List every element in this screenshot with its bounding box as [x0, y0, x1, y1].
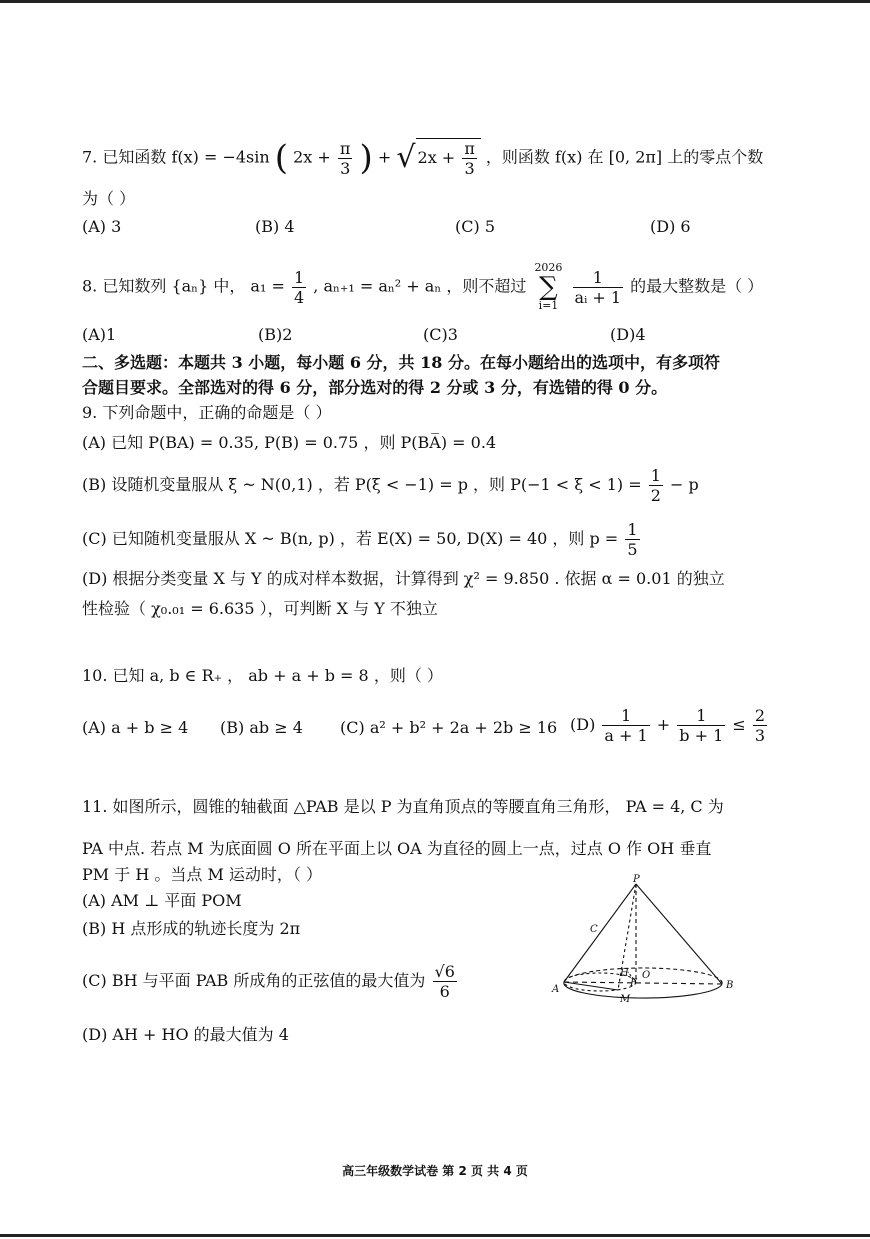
q11-c-frac: [433, 962, 457, 1001]
q11-line2: PA 中点. 若点 M 为底面圆 O 所在平面上以 OA 为直径的圆上一点，过点 O 作 OH 垂直: [82, 839, 712, 858]
q8-a1-num: 1: [293, 267, 305, 287]
q10-option-b: (B) ab ≥ 4: [220, 718, 303, 737]
q10-stem: 10. 已知 a, b ∈ R₊ ， ab + a + b = 8 ，则（ ）: [82, 666, 443, 685]
q9-option-b: [82, 466, 699, 505]
cone-diameter-ab: [564, 982, 722, 984]
label-b: B: [726, 980, 734, 991]
section2-instructions-line1: 二、多选题：本题共 3 小题，每小题 6 分，共 18 分。在每小题给出的选项中，有多项符: [82, 353, 720, 372]
q7-suffix: ，则函数 f(x) 在 [0, 2π] 上的零点个数: [485, 147, 764, 167]
q7-prefix: 7. 已知函数 f(x) = −4sin: [82, 147, 270, 167]
q9-option-d-line2: 性检验（ χ₀.₀₁ = 6.635 ），可判断 X 与 Y 不独立: [82, 599, 438, 618]
q9-c-den: 5: [627, 540, 638, 559]
q10-d-frac1-den: a + 1: [604, 726, 648, 745]
q8-option-b: (B)2: [258, 325, 293, 344]
q7-sqrt-sign: √: [396, 140, 416, 175]
q7-frac1-num: π: [339, 138, 351, 158]
label-h: H: [620, 968, 629, 979]
scan-bottom-edge: [0, 1234, 870, 1237]
q7-paren-open: (: [274, 138, 289, 178]
label-p: P: [633, 874, 640, 885]
q11-option-a: (A) AM ⊥ 平面 POM: [82, 891, 242, 910]
q11-c-prefix: (C) BH 与平面 PAB 所成角的正弦值的最大值为: [82, 971, 426, 990]
q10-d-label: (D): [570, 715, 596, 734]
q7-option-d: (D) 6: [650, 217, 691, 236]
q9-c-frac: [625, 520, 639, 559]
q11-c-den: 6: [439, 982, 450, 1001]
q7-radicand: [416, 138, 481, 178]
q7-line1: [82, 138, 763, 178]
q8-sum-upper: 2026: [534, 261, 563, 274]
q8-prefix: 8. 已知数列 {aₙ} 中， a₁ =: [82, 276, 285, 296]
q10-d-frac1: [602, 706, 649, 745]
q10-d-le: ≤: [732, 715, 746, 734]
q8-a1-den: 4: [293, 287, 305, 307]
q8-option-c: (C)3: [423, 325, 458, 344]
q7-plus: +: [377, 147, 392, 167]
q10-option-d: [570, 706, 769, 745]
q8-sum-sign: ∑: [539, 272, 558, 302]
q8-line: [82, 262, 763, 312]
q9-b-prefix: (B) 设随机变量服从 ξ ~ N(0,1) ，若 P(ξ < −1) = p ，则 P(−1 < ξ < 1) =: [82, 475, 642, 494]
q7-frac2-den: 3: [464, 159, 475, 178]
q7-paren-close: ): [359, 138, 373, 178]
q9-b-suffix: − p: [669, 475, 699, 494]
label-o: O: [642, 970, 651, 981]
q8-sum-num: 1: [573, 268, 624, 288]
cone-edge-pb: [636, 884, 722, 984]
q11-line3: PM 于 H 。当点 M 运动时，（ ）: [82, 865, 323, 884]
q9-b-num: 1: [650, 466, 661, 485]
q10-d-frac2-den: b + 1: [679, 726, 724, 745]
q7-arg: 2x +: [293, 147, 331, 167]
q11-line1: 11. 如图所示，圆锥的轴截面 △PAB 是以 P 为直角顶点的等腰直角三角形， PA = 4, C 为: [82, 797, 724, 816]
label-a: A: [552, 984, 560, 995]
q8-a1-frac: [292, 268, 306, 307]
q8-suffix: 的最大整数是（ ）: [630, 276, 764, 296]
section2-instructions-line2: 合题目要求。全部选对的得 6 分，部分选对的得 2 分或 3 分，有选错的得 0 分。: [82, 378, 668, 397]
q9-c-prefix: (C) 已知随机变量服从 X ~ B(n, p) ，若 E(X) = 50, D(X) = 40 ，则 p =: [82, 529, 619, 548]
q9-option-a: (A) 已知 P(BA) = 0.35, P(B) = 0.75 ，则 P(BA̅) = 0.4: [82, 433, 497, 452]
label-c: C: [590, 924, 598, 935]
segment-am: [564, 982, 618, 990]
q8-sum-frac: [573, 268, 624, 307]
q10-option-a: (A) a + b ≥ 4: [82, 718, 189, 737]
q10-d-frac1-num: 1: [602, 706, 649, 726]
q8-sum: [534, 262, 562, 312]
label-m: M: [620, 994, 631, 1005]
q7-frac2-num: π: [464, 139, 475, 158]
q10-option-c: (C) a² + b² + 2a + 2b ≥ 16: [340, 718, 558, 737]
q10-d-frac2: [677, 706, 725, 745]
q11-option-b: (B) H 点形成的轨迹长度为 2π: [82, 919, 301, 938]
q9-b-frac: [649, 466, 663, 505]
q7-frac1: [338, 139, 353, 178]
q7-option-b: (B) 4: [255, 217, 295, 236]
q10-d-frac2-num: 1: [677, 706, 725, 726]
q8-recurrence: , aₙ₊₁ = aₙ² + aₙ ，则不超过: [313, 276, 527, 296]
q7-root-arg: 2x +: [417, 148, 456, 167]
q11-option-c: [82, 962, 459, 1001]
q8-option-a: (A)1: [82, 325, 117, 344]
q9-option-c: [82, 520, 642, 559]
q7-line2: 为（ ）: [82, 189, 136, 208]
q8-sum-den: aᵢ + 1: [574, 287, 622, 307]
cone-base-front-arc: [564, 982, 722, 998]
q7-frac1-den: 3: [340, 158, 351, 178]
q9-stem: 9. 下列命题中，正确的命题是（ ）: [82, 403, 332, 422]
q8-option-d: (D)4: [610, 325, 646, 344]
q9-option-d-line1: (D) 根据分类变量 X 与 Y 的成对样本数据，计算得到 χ² = 9.850 . 依据 α = 0.01 的独立: [82, 569, 725, 588]
q9-c-num: 1: [627, 520, 638, 539]
q7-option-a: (A) 3: [82, 217, 122, 236]
label-f: F: [630, 978, 637, 989]
q10-d-frac3-den: 3: [754, 726, 766, 745]
q11-c-num: √6: [434, 962, 455, 981]
q7-frac2: [462, 139, 477, 178]
q7-option-c: (C) 5: [455, 217, 495, 236]
page-footer: 高三年级数学试卷 第 2 页 共 4 页: [342, 1164, 528, 1178]
q8-sum-lower: i=1: [538, 299, 559, 312]
q10-d-frac3-num: 2: [754, 706, 766, 725]
q10-d-frac3: [753, 706, 767, 745]
q9-b-den: 2: [650, 486, 661, 505]
q10-d-plus: +: [656, 715, 671, 734]
cone-figure: [548, 872, 748, 1012]
scan-top-edge: [0, 0, 870, 3]
q11-option-d: (D) AH + HO 的最大值为 4: [82, 1025, 289, 1044]
